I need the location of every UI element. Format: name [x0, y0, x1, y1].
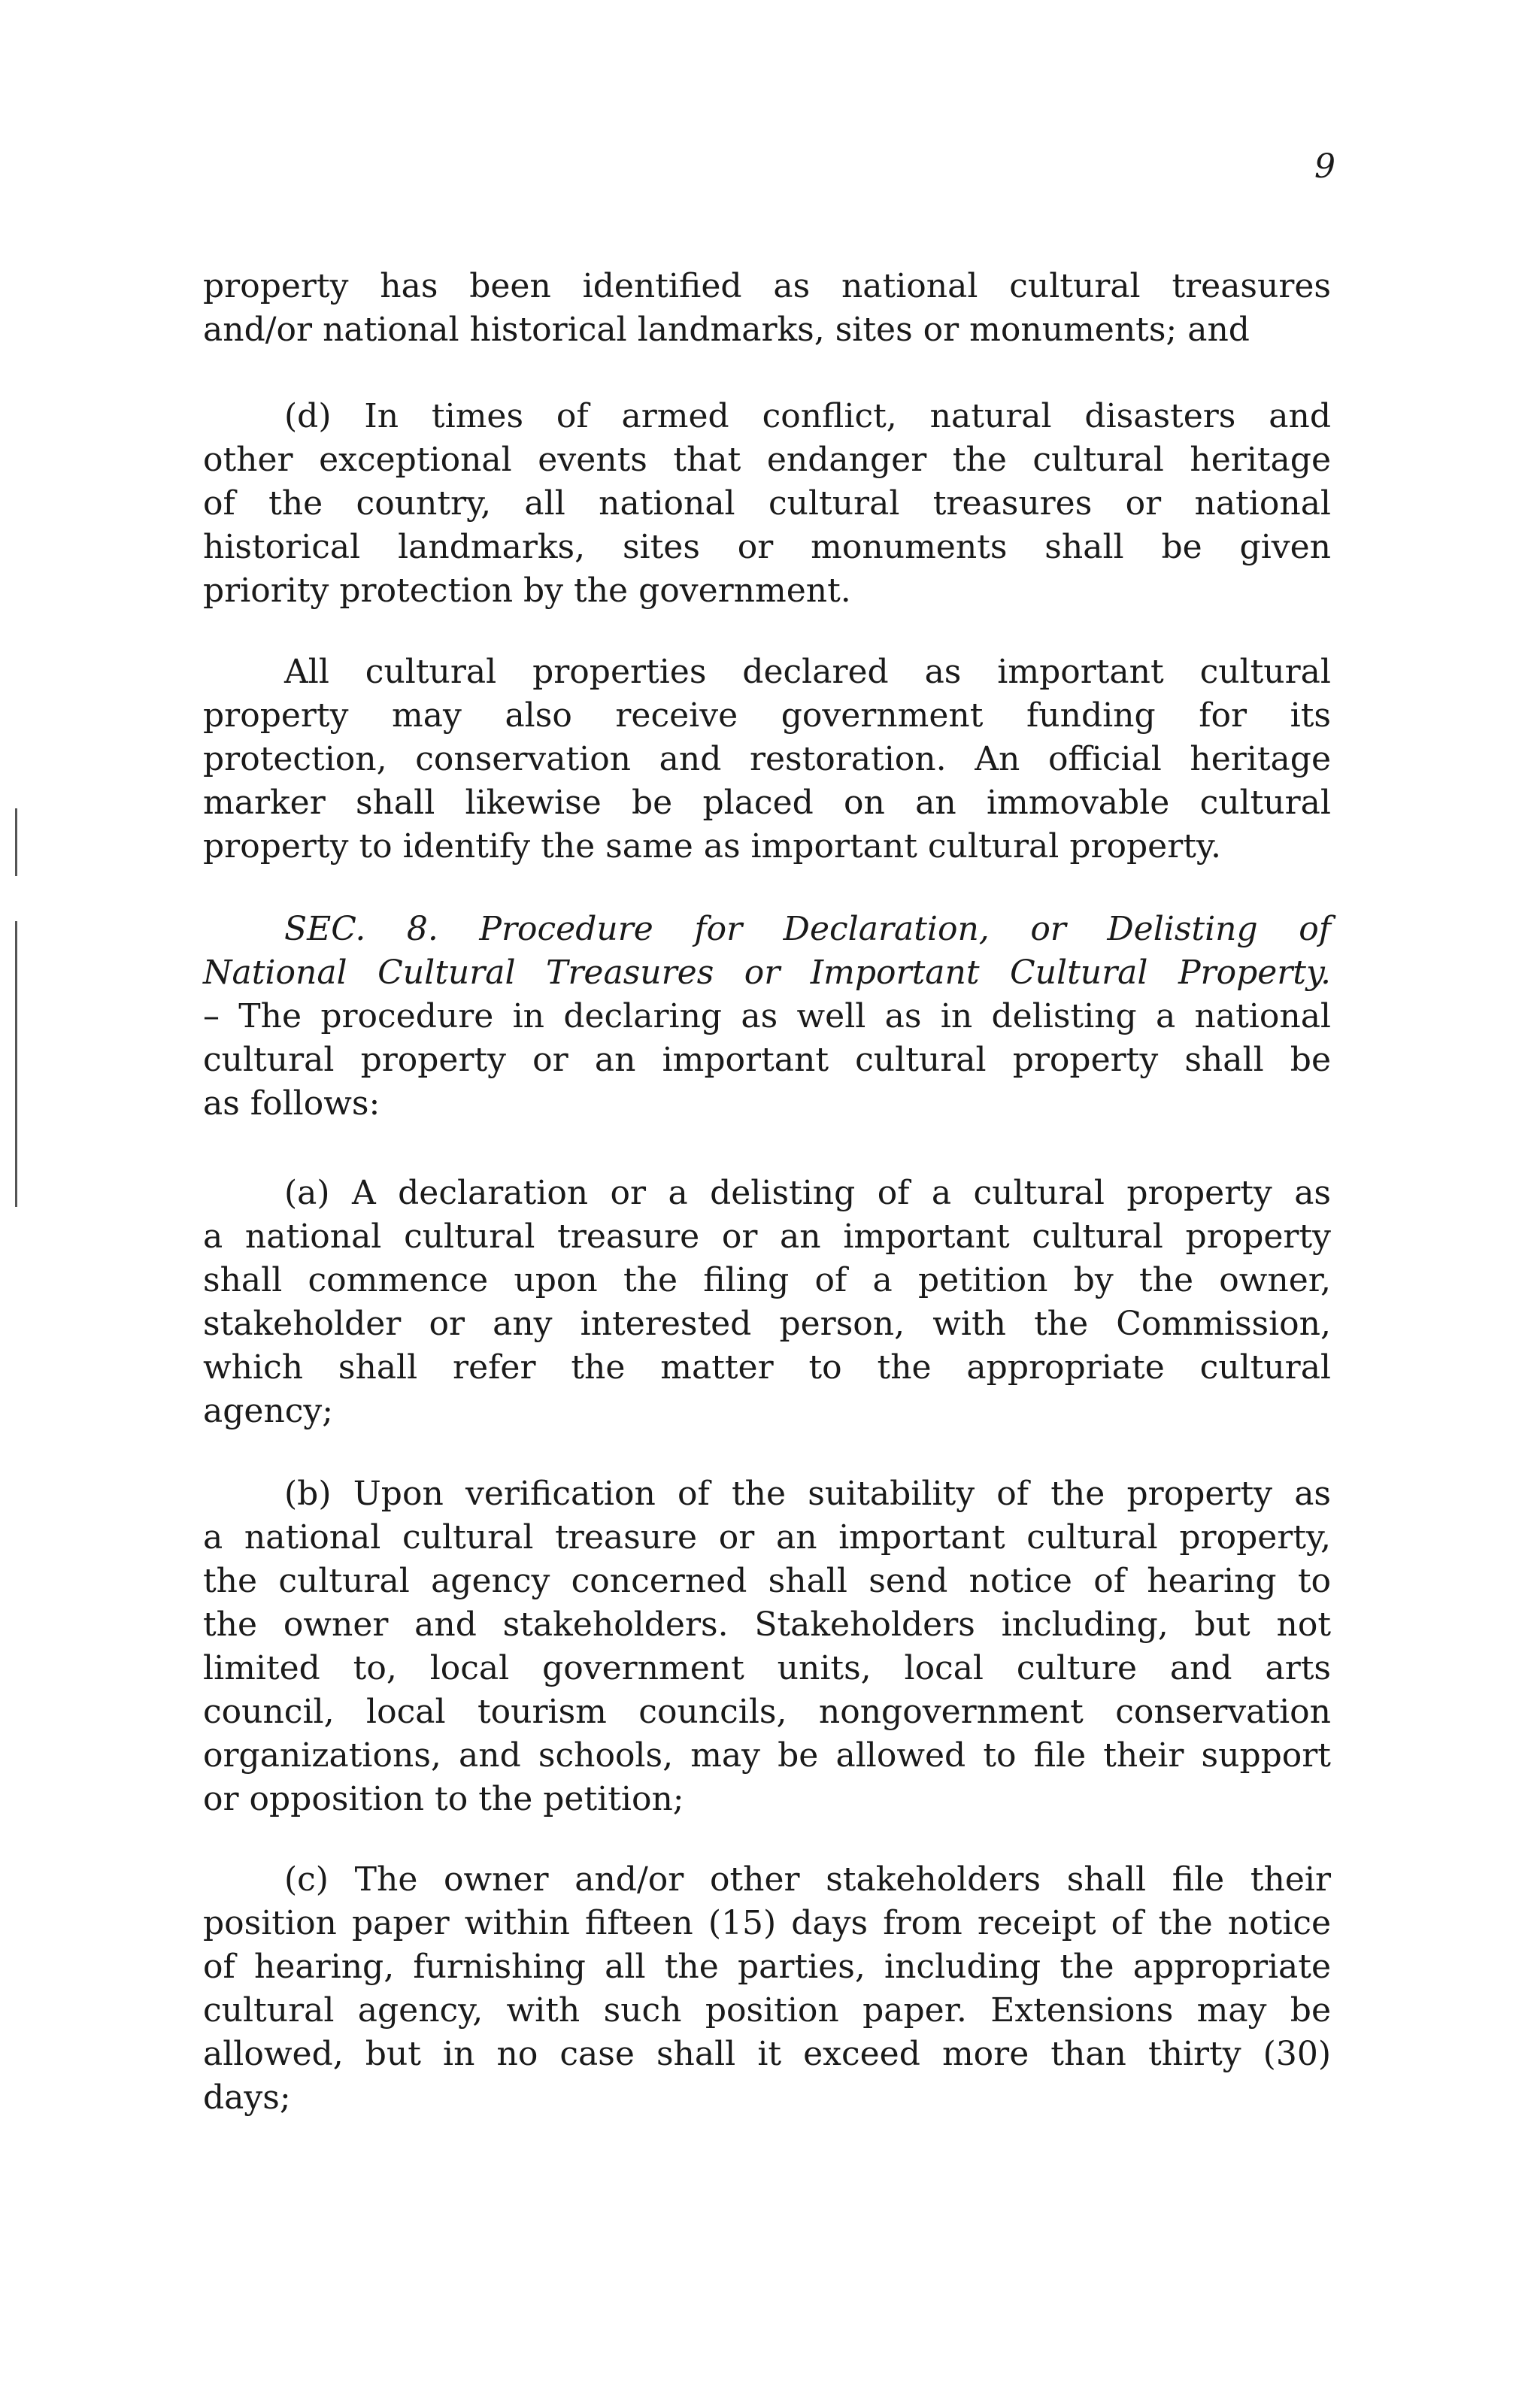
text-line: a national cultural treasure or an important cultural property,	[203, 1518, 1331, 1557]
text-line: the cultural agency concerned shall send notice of hearing to	[203, 1562, 1331, 1600]
text-line: (c) The owner and/or other stakeholders shall file their	[284, 1860, 1331, 1899]
text-line: (a) A declaration or a delisting of a cultural property as	[284, 1174, 1331, 1212]
text-line: allowed, but in no case shall it exceed more than thirty (30)	[203, 2035, 1331, 2073]
text-line: – The procedure in declaring as well as in delisting a national	[203, 997, 1331, 1035]
text-line: historical landmarks, sites or monuments shall be given	[203, 528, 1331, 566]
text-line: cultural property or an important cultural property shall be	[203, 1041, 1331, 1079]
text-line: of hearing, furnishing all the parties, including the appropriate	[203, 1948, 1331, 1986]
page-number: 9	[1314, 147, 1335, 186]
text-line: protection, conservation and restoration. An official heritage	[203, 740, 1331, 778]
text-line: property has been identified as national cultural treasures	[203, 267, 1331, 305]
section-heading-line: National Cultural Treasures or Important Cultural Property.	[203, 953, 1331, 992]
text-line: and/or national historical landmarks, sites or monuments; and	[203, 311, 1250, 349]
text-line: other exceptional events that endanger the cultural heritage	[203, 441, 1331, 479]
text-line: the owner and stakeholders. Stakeholders including, but not	[203, 1605, 1331, 1644]
text-line: property to identify the same as important cultural property.	[203, 827, 1221, 866]
text-line: All cultural properties declared as important cultural	[284, 653, 1331, 691]
text-line: or opposition to the petition;	[203, 1780, 684, 1818]
text-line: stakeholder or any interested person, with the Commission,	[203, 1305, 1331, 1343]
text-line: agency;	[203, 1392, 334, 1430]
scan-mark	[15, 921, 17, 1207]
section-heading-line: SEC. 8. Procedure for Declaration, or Delisting of	[284, 910, 1331, 948]
text-line: a national cultural treasure or an important cultural property	[203, 1217, 1331, 1256]
text-line: priority protection by the government.	[203, 571, 851, 610]
text-line: (b) Upon verification of the suitability of the property as	[284, 1475, 1331, 1513]
text-line: position paper within fifteen (15) days from receipt of the notice	[203, 1904, 1331, 1942]
text-line: council, local tourism councils, nongovernment conservation	[203, 1693, 1331, 1731]
text-line: marker shall likewise be placed on an immovable cultural	[203, 784, 1331, 822]
text-line: days;	[203, 2078, 291, 2117]
text-line: shall commence upon the filing of a petition by the owner,	[203, 1261, 1331, 1299]
scan-mark	[15, 808, 17, 876]
text-line: property may also receive government funding for its	[203, 696, 1331, 735]
text-line: cultural agency, with such position paper. Extensions may be	[203, 1991, 1331, 2030]
text-line: which shall refer the matter to the appropriate cultural	[203, 1348, 1331, 1387]
text-line: of the country, all national cultural treasures or national	[203, 484, 1331, 523]
text-line: (d) In times of armed conflict, natural disasters and	[284, 397, 1331, 435]
text-line: as follows:	[203, 1084, 380, 1123]
text-line: organizations, and schools, may be allowed to file their support	[203, 1736, 1331, 1775]
text-line: limited to, local government units, local culture and arts	[203, 1649, 1331, 1687]
